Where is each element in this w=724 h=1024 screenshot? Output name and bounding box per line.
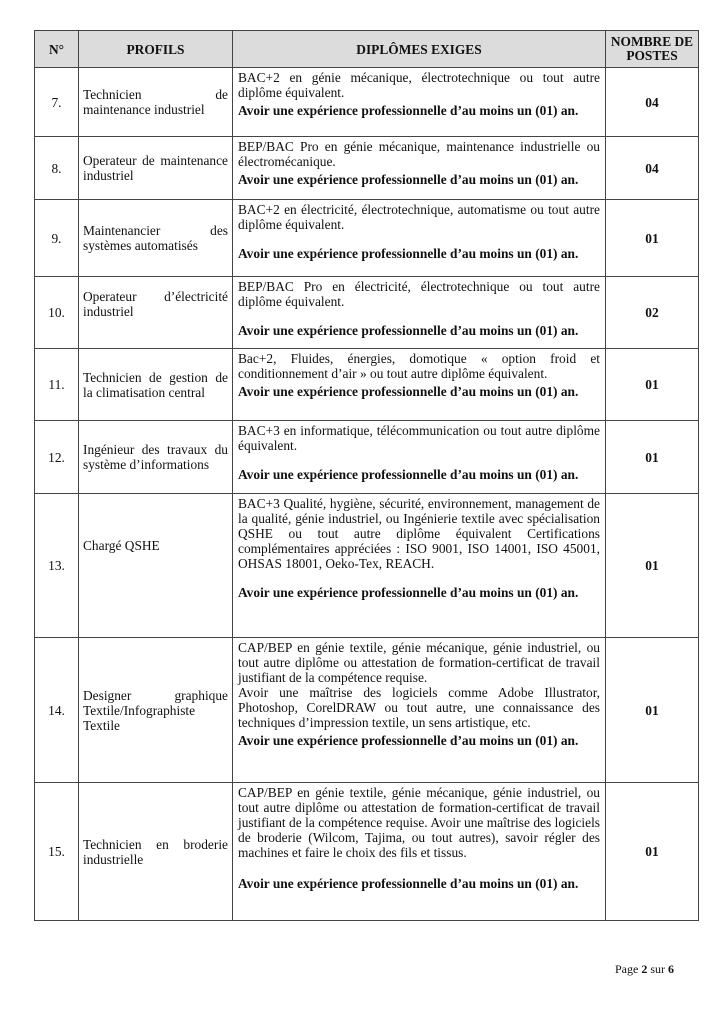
table-row — [35, 137, 699, 200]
row-requirement: CAP/BEP en génie textile, génie mécanique, génie industriel, ou tout autre diplôme ou attestation de formation-certificat de travail justifiant de la compétence requise. Avoir une maîtrise des logiciels de broderie (Wilcom, Tajima, ou tout autres), savoir régler des machines et faire le choix des fils et tissus. — [238, 785, 600, 860]
row-num: 10. — [35, 277, 79, 349]
row-diplome — [233, 200, 606, 277]
row-experience: Avoir une expérience professionnelle d’au moins un (01) an. — [238, 384, 579, 399]
row-requirement: BAC+2 en génie mécanique, électrotechnique ou tout autre diplôme équivalent. — [238, 70, 600, 100]
row-postes: 01 — [606, 494, 699, 638]
row-num: 7. — [35, 68, 79, 137]
row-postes: 01 — [606, 421, 699, 494]
row-num: 9. — [35, 200, 79, 277]
page-separator: sur — [650, 962, 665, 976]
row-profil: Technicien de gestion de la climatisation central — [79, 349, 233, 421]
row-profil: Ingénieur des travaux du système d’informations — [79, 421, 233, 494]
row-num: 8. — [35, 137, 79, 200]
row-num: 14. — [35, 638, 79, 783]
row-postes: 02 — [606, 277, 699, 349]
row-diplome — [233, 421, 606, 494]
table-row — [35, 638, 699, 783]
row-requirement: BAC+2 en électricité, électrotechnique, automatisme ou tout autre diplôme équivalent. — [238, 202, 600, 232]
row-requirement: BAC+3 en informatique, télécommunication ou tout autre diplôme équivalent. — [238, 423, 600, 453]
page-label: Page — [615, 962, 639, 976]
row-postes: 04 — [606, 137, 699, 200]
page-total: 6 — [668, 962, 674, 976]
header-num: N° — [35, 31, 79, 68]
row-requirement: Bac+2, Fluides, énergies, domotique « option froid et conditionnement d’air » ou tout autre diplôme équivalent. — [238, 351, 600, 381]
row-requirement: BEP/BAC Pro en génie mécanique, maintenance industrielle ou électromécanique. — [238, 139, 600, 169]
row-num: 11. — [35, 349, 79, 421]
row-profil: Operateur d’électricité industriel — [79, 277, 233, 349]
header-profils: PROFILS — [79, 31, 233, 68]
table-row — [35, 200, 699, 277]
row-experience: Avoir une expérience professionnelle d’au moins un (01) an. — [238, 467, 579, 482]
row-diplome — [233, 783, 606, 921]
page-footer — [615, 962, 674, 977]
table-row — [35, 494, 699, 638]
row-experience: Avoir une expérience professionnelle d’au moins un (01) an. — [238, 733, 579, 748]
row-diplome — [233, 349, 606, 421]
row-diplome — [233, 68, 606, 137]
row-num: 12. — [35, 421, 79, 494]
row-postes: 01 — [606, 200, 699, 277]
row-num: 15. — [35, 783, 79, 921]
row-experience: Avoir une expérience professionnelle d’au moins un (01) an. — [238, 876, 579, 891]
table-row — [35, 783, 699, 921]
header-diplomes: DIPLÔMES EXIGES — [233, 31, 606, 68]
table-row — [35, 68, 699, 137]
job-requirements-table — [34, 30, 699, 921]
page-current: 2 — [641, 962, 648, 976]
row-num: 13. — [35, 494, 79, 638]
row-postes: 01 — [606, 783, 699, 921]
row-diplome — [233, 277, 606, 349]
row-requirement: BEP/BAC Pro en électricité, électrotechnique ou tout autre diplôme équivalent. — [238, 279, 600, 309]
table-row — [35, 277, 699, 349]
table-row — [35, 349, 699, 421]
row-profil: Chargé QSHE — [79, 494, 233, 638]
row-experience: Avoir une expérience professionnelle d’au moins un (01) an. — [238, 103, 579, 118]
row-profil: Operateur de maintenance industriel — [79, 137, 233, 200]
row-experience: Avoir une expérience professionnelle d’au moins un (01) an. — [238, 585, 579, 600]
row-profil: Technicien de maintenance industriel — [79, 68, 233, 137]
row-experience: Avoir une expérience professionnelle d’au moins un (01) an. — [238, 246, 579, 261]
row-postes: 04 — [606, 68, 699, 137]
row-diplome — [233, 494, 606, 638]
table-row — [35, 421, 699, 494]
table-header-row — [35, 31, 699, 68]
row-requirement: CAP/BEP en génie textile, génie mécanique, génie industriel, ou tout autre diplôme ou attestation de formation-certificat de travail justifiant de la compétence requise. — [238, 640, 600, 685]
row-requirement: BAC+3 Qualité, hygiène, sécurité, environnement, management de la qualité, génie industriel, ou Ingénierie textile avec spécialisation QSHE ou tout autre diplôme équivalent Certifications complémentaires appréciées : ISO 9001, ISO 14001, ISO 45001, OHSAS 18001, Oeko-Tex, REACH. — [238, 496, 600, 571]
row-profil: Technicien en broderie industrielle — [79, 783, 233, 921]
row-requirement-extra: Avoir une maîtrise des logiciels comme Adobe Illustrator, Photoshop, CorelDRAW ou tout autre, une connaissance des techniques d’impression textile, un sens artistique, etc. — [238, 685, 600, 730]
row-profil: Designer graphique Textile/Infographiste Textile — [79, 638, 233, 783]
row-postes: 01 — [606, 349, 699, 421]
row-diplome — [233, 137, 606, 200]
row-experience: Avoir une expérience professionnelle d’au moins un (01) an. — [238, 323, 579, 338]
header-nombre: NOMBRE DE POSTES — [606, 31, 699, 68]
row-diplome — [233, 638, 606, 783]
row-experience: Avoir une expérience professionnelle d’au moins un (01) an. — [238, 172, 579, 187]
row-profil: Maintenancier des systèmes automatisés — [79, 200, 233, 277]
row-postes: 01 — [606, 638, 699, 783]
